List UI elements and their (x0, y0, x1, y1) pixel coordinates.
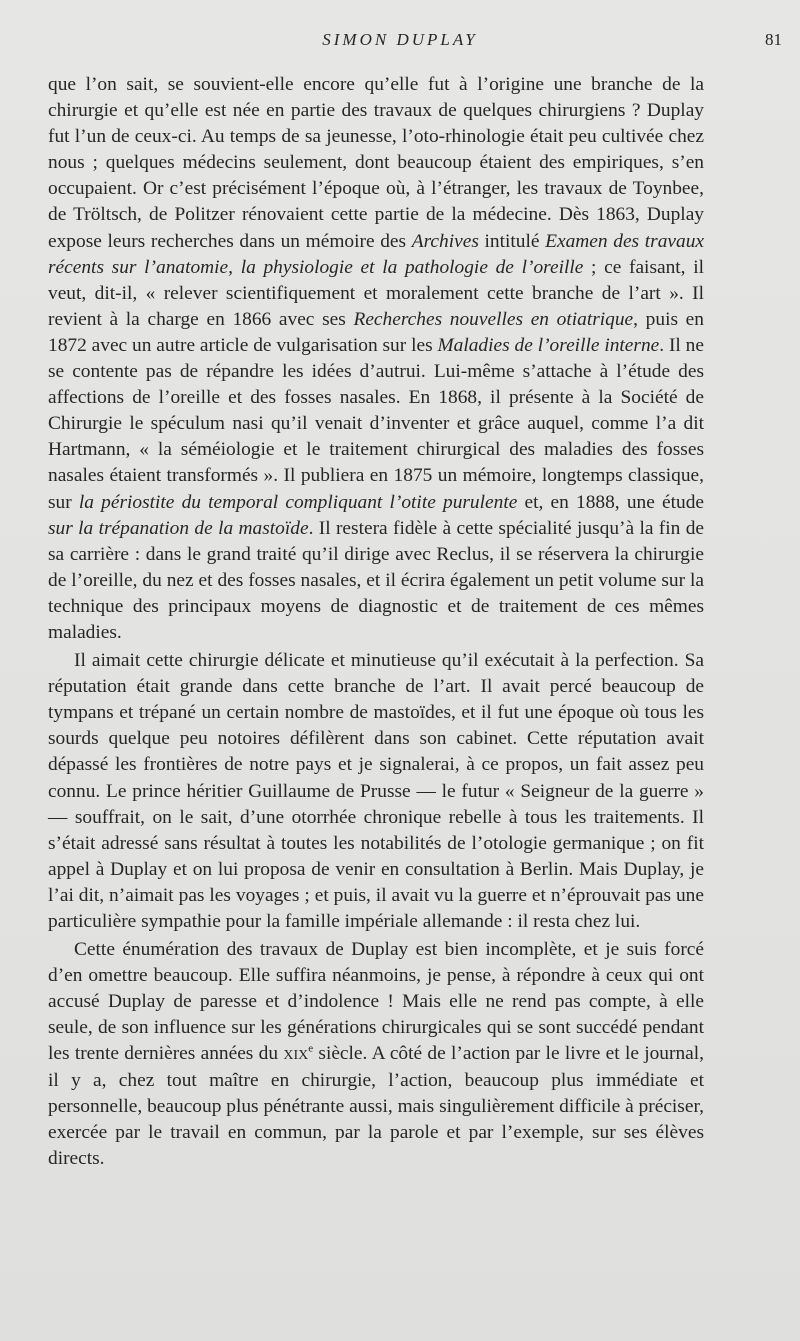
text-run: siècle. A côté de l’action par le livre et le journal, il y a, chez tout maître en chirurgie, l’action, beaucoup plus immédiate et personnelle, beaucoup plus pénétrante aussi, mais singulièrement difficile à préciser, exercée par le travail en commun, par la parole et par l’exemple, sur ses élèves directs. (48, 1043, 704, 1169)
italic-title: Examen des travaux récents sur l’anatomie, la physiologie et la pathologie de l’oreille (48, 230, 704, 278)
italic-title: Recherches nouvelles en otiatrique (353, 308, 634, 330)
paragraph (48, 648, 704, 935)
italic-title: Maladies de l’oreille interne (437, 334, 660, 356)
text-run: et, en 1888, une étude (517, 491, 705, 513)
paragraph (48, 937, 704, 1172)
text-run: que l’on sait, se souvient-elle encore qu’elle fut à l’origine une branche de la chirurgie et qu’elle est née en partie des travaux de quelques chirurgiens ? Duplay fut l’un de ceux-ci. Au temps de sa jeunesse, l’oto-rhinologie était peu cultivée chez nous ; quelques médecins seulement, dont beaucoup étaient des empiriques, s’en occupaient. Or c’est précisément l’époque où, à l’étranger, les travaux de Toynbee, de Tröltsch, de Politzer rénovaient cette partie de la médecine. Dès 1863, Duplay expose leurs recherches dans un mémoire des (48, 74, 704, 252)
text-run: Cette énumération des travaux de Duplay est bien incomplète, et je suis forcé d’en omettre beaucoup. Elle suffira néanmoins, je pense, à répondre à ceux qui ont accusé Duplay de paresse et d’indolence ! Mais elle ne rend pas compte, à elle seule, de son influence sur les générations chirurgicales qui se sont succédé pendant les trente dernières années du (48, 939, 704, 1065)
text-run: . Il restera fidèle à cette spécialité jusqu’à la fin de sa carrière : dans le grand traité qu’il dirige avec Reclus, il se réservera la chirurgie de l’oreille, du nez et des fosses nasales, et il écrira également un petit volume sur la technique des principaux moyens de diagnostic et de traitement de ces mêmes maladies. (48, 517, 704, 643)
running-title: SIMON DUPLAY (322, 30, 478, 49)
text-run: ; ce faisant, il veut, dit-il, « relever scientifiquement et moralement cette branche de l’art ». Il revient à la charge en 1866 avec ses (48, 256, 704, 330)
italic-title: sur la trépanation de la mastoïde (48, 517, 309, 539)
italic-title: la périostite du temporal compliquant l’otite purulente (78, 491, 518, 513)
text-run: . Il ne se contente pas de répandre les idées d’autrui. Lui-même s’attache à l’étude des affections de l’oreille et des fosses nasales. En 1868, il présente à la Société de Chirurgie le spéculum nasi qu’il venait d’inventer et grâce auquel, comme l’a dit Hartmann, « la séméiologie et le traitement chirurgical des maladies des fosses nasales étaient transformés ». Il publiera en 1875 un mémoire, longtemps classique, sur (48, 334, 704, 513)
body-text (48, 72, 704, 1172)
page-number: 81 (765, 30, 782, 49)
roman-numeral: xix (283, 1043, 309, 1065)
text-run: Il aimait cette chirurgie délicate et minutieuse qu’il exécutait à la perfection. Sa réputation était grande dans cette branche de l’art. Il avait percé beaucoup de tympans et trépané un certain nombre de mastoïdes, et il fut une époque où tous les sourds quelque peu notoires défilèrent dans son cabinet. Cette réputation avait dépassé les frontières de notre pays et je signalerai, à ce propos, un fait assez peu connu. Le prince héritier Guillaume de Prusse — le futur « Seigneur de la guerre » — souffrait, on le sait, d’une otorrhée chronique rebelle à tous les traitements. Il s’était adressé sans résultat à toutes les notabilités de l’otologie germanique ; on fit appel à Duplay et on lui proposa de venir en consultation à Berlin. Mais Duplay, je l’ai dit, n’aimait pas les voyages ; et puis, il avait vu la guerre et n’éprouvait pas une particulière sympathie pour la famille impériale allemande : il resta chez lui. (48, 650, 704, 932)
italic-title: Archives (411, 230, 479, 252)
text-run: , puis en 1872 avec un autre article de vulgarisation sur les (48, 308, 704, 356)
text-run: intitulé (478, 230, 546, 252)
paragraph (48, 72, 704, 646)
superscript: e (308, 1043, 314, 1055)
running-head (0, 30, 800, 54)
